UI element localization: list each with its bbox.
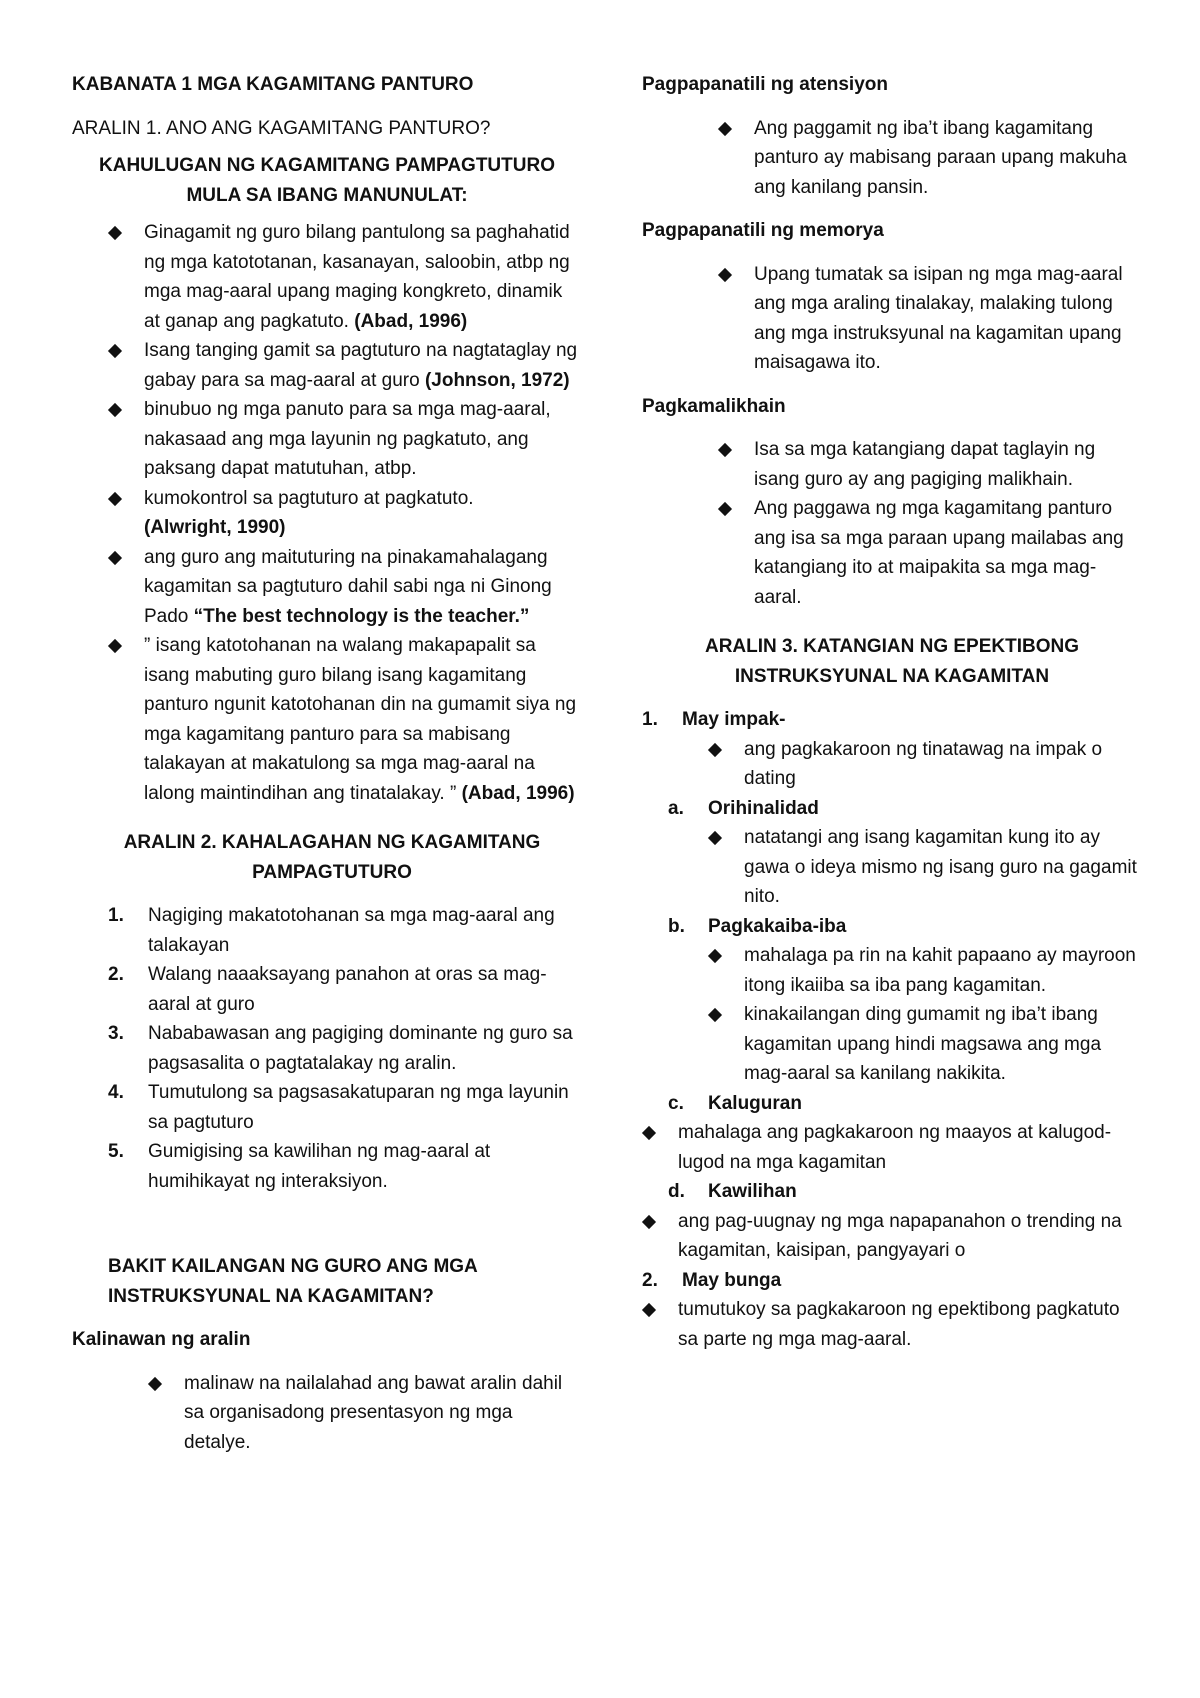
creativity-list [718, 435, 1142, 612]
chapter-title: KABANATA 1 MGA KAGAMITANG PANTURO [72, 74, 474, 95]
attention-heading: Pagpapanatili ng atensiyon [642, 74, 888, 95]
left-column [72, 70, 582, 1457]
diamond-bullet-icon [642, 1303, 656, 1317]
result-item: 2. May bunga [642, 1269, 782, 1291]
lesson1-title: ARALIN 1. ANO ANG KAGAMITANG PANTURO? [72, 117, 491, 139]
diamond-bullet-icon [642, 1215, 656, 1229]
diamond-bullet-icon [718, 268, 732, 282]
sub-b-list [708, 941, 1142, 1089]
list-item: Ang paggawa ng mga kagamitang panturo ang isa sa mga paraan upang mailabas ang katangiang ito at maipakita sa mga mag-aaral. [718, 494, 1142, 612]
memory-heading: Pagpapanatili ng memorya [642, 220, 884, 241]
diamond-bullet-icon [148, 1377, 162, 1391]
diamond-bullet-icon [108, 639, 122, 653]
list-item: ang pag-uugnay ng mga napapanahon o trending na kagamitan, kaisipan, pangyayari o [642, 1207, 1142, 1266]
list-item: ang pagkakaroon ng tinatawag na impak o dating [708, 735, 1142, 794]
right-column [642, 70, 1142, 1354]
list-item: 1. Nagiging makatotohanan sa mga mag-aaral ang talakayan [108, 905, 555, 956]
list-item: kumokontrol sa pagtuturo at pagkatuto. (Alwright, 1990) [108, 484, 582, 543]
lesson2-title: ARALIN 2. KAHALAGAHAN NG KAGAMITANG PAMPAGTUTURO [123, 832, 541, 883]
list-item: kinakailangan ding gumamit ng iba’t ibang kagamitan upang hindi magsawa ang mga mag-aaral sa kanilang nakikita. [708, 1000, 1142, 1089]
definitions-list [108, 218, 582, 808]
creativity-heading: Pagkamalikhain [642, 395, 786, 417]
list-item: natatangi ang isang kagamitan kung ito ay gawa o ideya mismo ng isang guro na gagamit nito. [708, 823, 1142, 912]
sub-item-b: b. Pagkakaiba-iba [668, 915, 847, 937]
list-item: 5. Gumigising sa kawilihan ng mag-aaral at humihikayat ng interaksiyon. [108, 1141, 491, 1192]
list-item: tumutukoy sa pagkakaroon ng epektibong pagkatuto sa parte ng mga mag-aaral. [642, 1295, 1142, 1354]
list-item: malinaw na nailalahad ang bawat aralin dahil sa organisadong presentasyon ng mga detalye. [148, 1369, 582, 1458]
diamond-bullet-icon [718, 122, 732, 136]
diamond-bullet-icon [708, 949, 722, 963]
diamond-bullet-icon [108, 344, 122, 358]
list-item: Ginagamit ng guro bilang pantulong sa paghahatid ng mga katototanan, kasanayan, saloobin, atbp ng mga mag-aaral upang maging kongkreto, dinamik at ganap ang pagkatuto. (Abad, 1996) [108, 218, 582, 336]
list-item: ang guro ang maituturing na pinakamahalagang kagamitan sa pagtuturo dahil sabi nga ni Ginong Pado “The best technology is the teacher.” [108, 543, 582, 632]
diamond-bullet-icon [108, 403, 122, 417]
sub-item-d: d. Kawilihan [668, 1181, 797, 1202]
list-item: Ang paggamit ng iba’t ibang kagamitang panturo ay mabisang paraan upang makuha ang kanilang pansin. [718, 114, 1142, 203]
lesson3-title: ARALIN 3. KATANGIAN NG EPEKTIBONG INSTRUKSYUNAL NA KAGAMITAN [704, 636, 1080, 687]
list-item: mahalaga ang pagkakaroon ng maayos at kalugod-lugod na mga kagamitan [642, 1118, 1142, 1177]
list-item: ” isang katotohanan na walang makapapalit sa isang mabuting guro bilang isang kagamitang panturo ngunit katotohanan din na gumamit siya ng mga kagamitang panturo para sa mabisang talakayan at makatulong sa mga mag-aaral na lalong maintindihan ang tinatalakay. ” (Abad, 1996) [108, 631, 582, 808]
list-item: 3. Nababawasan ang pagiging dominante ng guro sa pagsasalita o pagtatalakay ng aralin. [108, 1023, 573, 1074]
why-heading: BAKIT KAILANGAN NG GURO ANG MGA INSTRUKSYUNAL NA KAGAMITAN? [108, 1256, 478, 1307]
diamond-bullet-icon [108, 492, 122, 506]
diamond-bullet-icon [708, 743, 722, 757]
list-item: Isa sa mga katangiang dapat taglayin ng isang guro ay ang pagiging malikhain. [718, 435, 1142, 494]
clarity-list [148, 1369, 582, 1458]
memory-list [718, 260, 1142, 378]
definitions-heading: KAHULUGAN NG KAGAMITANG PAMPAGTUTURO MULA SA IBANG MANUNULAT: [99, 155, 555, 206]
impact-item: 1. May impak- [642, 709, 786, 730]
list-item: Isang tanging gamit sa pagtuturo na nagtataglay ng gabay para sa mag-aaral at guro (Johnson, 1972) [108, 336, 582, 395]
sub-item-a: a. Orihinalidad [668, 797, 819, 819]
list-item: Upang tumatak sa isipan ng mga mag-aaral ang mga araling tinalakay, malaking tulong ang mga instruksyunal na kagamitan upang maisagawa ito. [718, 260, 1142, 378]
list-item: mahalaga pa rin na kahit papaano ay mayroon itong ikaiiba sa iba pang kagamitan. [708, 941, 1142, 1000]
importance-list [108, 901, 582, 1196]
diamond-bullet-icon [108, 551, 122, 565]
list-item: binubuo ng mga panuto para sa mga mag-aaral, nakasaad ang mga layunin ng pagkatuto, ang paksang dapat matutuhan, atbp. [108, 395, 582, 484]
diamond-bullet-icon [718, 502, 732, 516]
diamond-bullet-icon [708, 831, 722, 845]
clarity-heading: Kalinawan ng aralin [72, 1329, 251, 1350]
sub-a-list [708, 823, 1142, 912]
attention-list [718, 114, 1142, 203]
impact-list [708, 735, 1142, 794]
sub-item-c: c. Kaluguran [668, 1092, 802, 1114]
diamond-bullet-icon [642, 1126, 656, 1140]
diamond-bullet-icon [108, 226, 122, 240]
list-item: 4. Tumutulong sa pagsasakatuparan ng mga layunin sa pagtuturo [108, 1082, 569, 1133]
diamond-bullet-icon [718, 443, 732, 457]
list-item: 2. Walang naaaksayang panahon at oras sa mag-aaral at guro [108, 964, 547, 1015]
diamond-bullet-icon [708, 1008, 722, 1022]
